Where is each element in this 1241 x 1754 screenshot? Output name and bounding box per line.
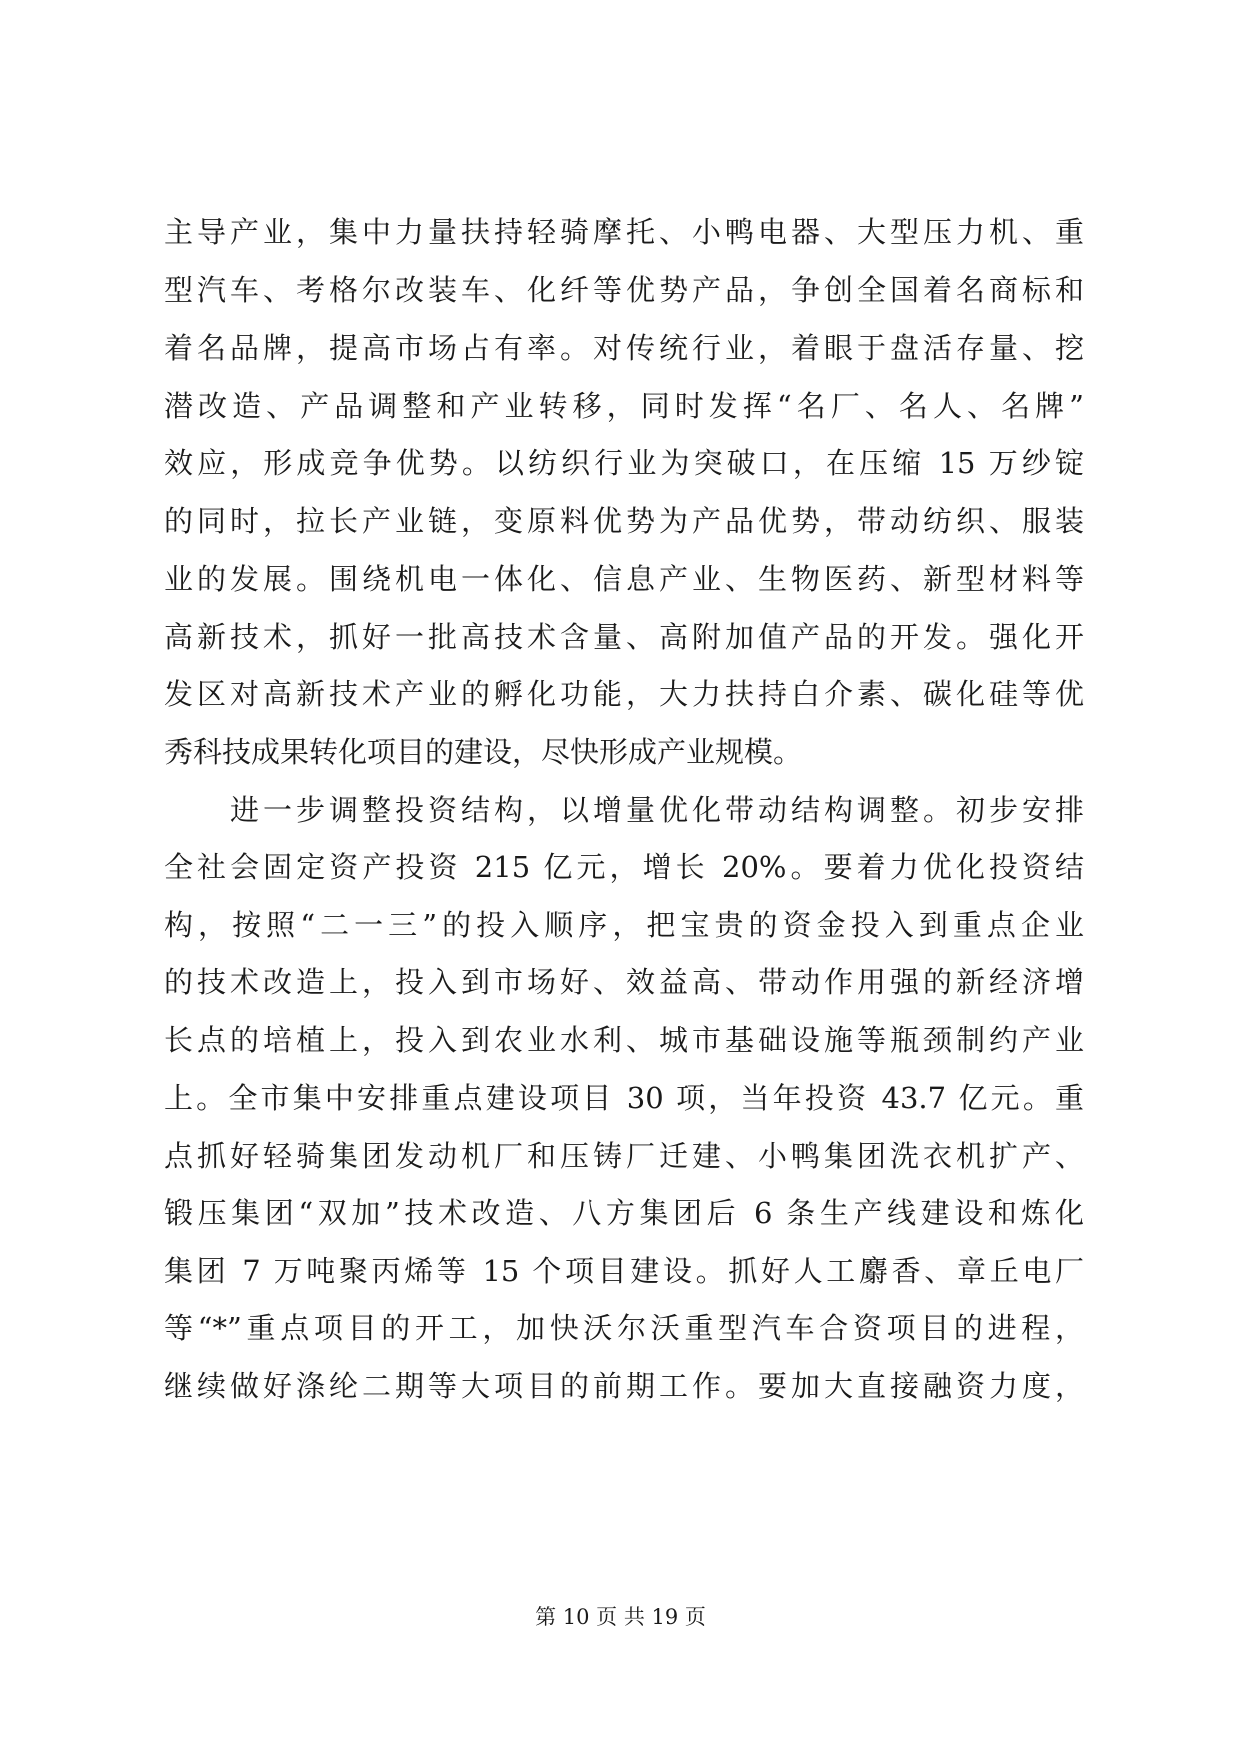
text-line-8: 高新技术，抓好一批高技术含量、高附加值产品的开发。强化开: [164, 620, 1084, 654]
text-line-18: 锻压集团“双加”技术改造、八方集团后 6 条生产线建设和炼化: [164, 1196, 1084, 1230]
text-line-10: 秀科技成果转化项目的建设，尽快形成产业规模。: [164, 735, 803, 769]
text-line-3: 着名品牌，提高市场占有率。对传统行业，着眼于盘活存量、挖: [164, 331, 1084, 365]
text-line-15: 长点的培植上，投入到农业水利、城市基础设施等瓶颈制约产业: [164, 1023, 1084, 1057]
text-line-11: 进一步调整投资结构，以增量优化带动结构调整。初步安排: [230, 793, 1084, 827]
text-line-21: 继续做好涤纶二期等大项目的前期工作。要加大直接融资力度，: [164, 1369, 1084, 1403]
text-line-12: 全社会固定资产投资 215 亿元，增长 20%。要着力优化投资结: [164, 850, 1084, 884]
text-line-2: 型汽车、考格尔改装车、化纤等优势产品，争创全国着名商标和: [164, 273, 1084, 307]
text-line-6: 的同时，拉长产业链，变原料优势为产品优势，带动纺织、服装: [164, 504, 1084, 538]
text-line-1: 主导产业，集中力量扶持轻骑摩托、小鸭电器、大型压力机、重: [164, 215, 1084, 249]
text-line-20: 等“*”重点项目的开工，加快沃尔沃重型汽车合资项目的进程，: [164, 1311, 1084, 1345]
text-line-4: 潜改造、产品调整和产业转移，同时发挥“名厂、名人、名牌”: [164, 389, 1084, 423]
text-line-19: 集团 7 万吨聚丙烯等 15 个项目建设。抓好人工麝香、章丘电厂: [164, 1254, 1084, 1288]
text-line-16: 上。全市集中安排重点建设项目 30 项，当年投资 43.7 亿元。重: [164, 1081, 1084, 1115]
text-line-9: 发区对高新技术产业的孵化功能，大力扶持白介素、碳化硅等优: [164, 677, 1084, 711]
page-number-footer: 第 10 页 共 19 页: [535, 1605, 706, 1629]
text-line-14: 的技术改造上，投入到市场好、效益高、带动作用强的新经济增: [164, 965, 1084, 999]
text-line-5: 效应，形成竞争优势。以纺织行业为突破口，在压缩 15 万纱锭: [164, 446, 1084, 480]
text-line-7: 业的发展。围绕机电一体化、信息产业、生物医药、新型材料等: [164, 562, 1084, 596]
text-line-13: 构，按照“二一三”的投入顺序，把宝贵的资金投入到重点企业: [164, 908, 1084, 942]
text-line-17: 点抓好轻骑集团发动机厂和压铸厂迁建、小鸭集团洗衣机扩产、: [164, 1139, 1084, 1173]
